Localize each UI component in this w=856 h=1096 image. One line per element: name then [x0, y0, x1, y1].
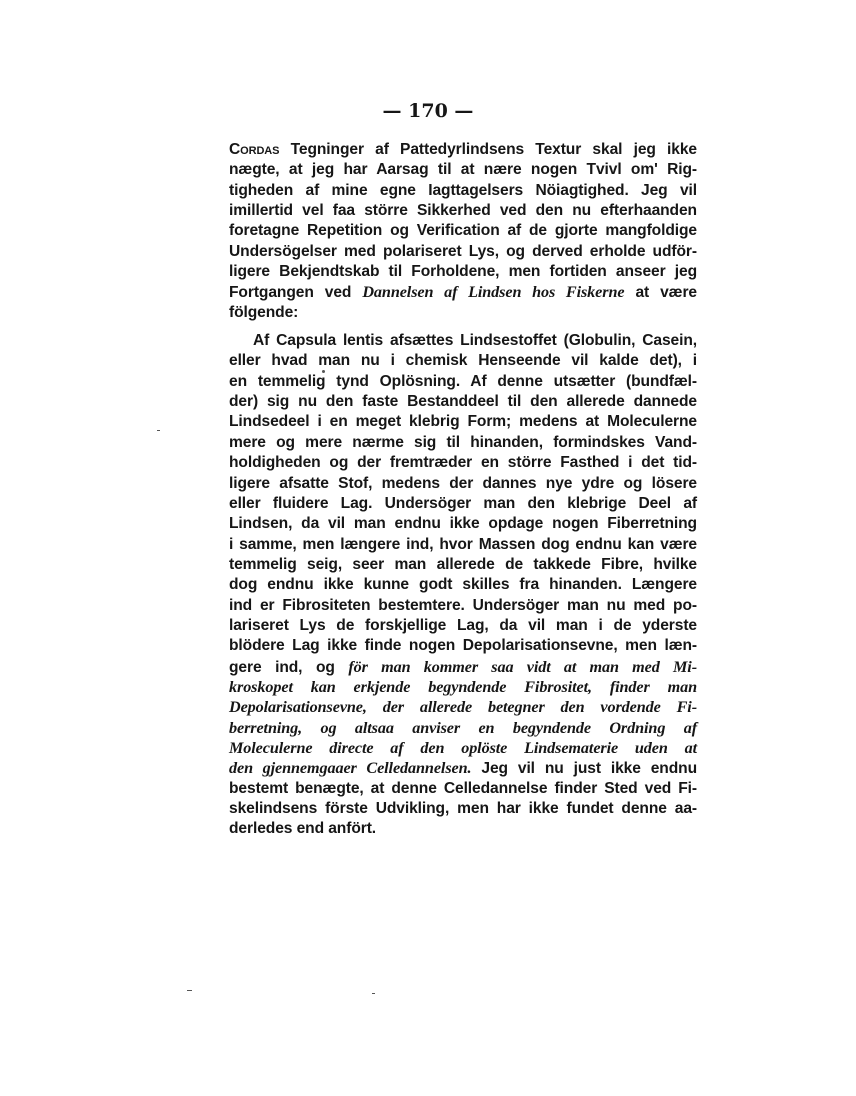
text-run: lariseret Lys de forskjellige Lag, da vil man i de yderste [229, 616, 697, 634]
text-run: Lindsedeel i en meget klebrig Form; medens at Moleculerne [229, 413, 697, 431]
text-line [229, 181, 697, 201]
italic-text: Depolarisationsevne, der allerede betegner den vordende Fi- [229, 698, 697, 717]
page-number: — 170 — [382, 100, 474, 122]
text-line [229, 372, 697, 392]
text-line [229, 282, 697, 302]
text-line [229, 575, 697, 595]
text-line [229, 351, 697, 371]
text-run: ind er Fibrositeten bestemtere. Undersöger man nu med po- [229, 596, 697, 614]
italic-text: för man kommer saa vidt at man med Mi- [348, 657, 697, 676]
text-run: mere og mere nærme sig til hinanden, formindskes Vand- [229, 433, 697, 451]
text-line [229, 412, 697, 432]
text-run: ligere Bekjendtskab til Forholdene, men fortiden anseer jeg [229, 263, 697, 281]
text-line [229, 555, 697, 575]
text-line [229, 494, 697, 514]
italic-text: Dannelsen af Lindsen hos Fiskerne [362, 283, 625, 302]
text-line [229, 140, 697, 160]
stray-mark [157, 430, 160, 431]
text-run: Undersögelser med polariseret Lys, og derved erholde udför- [229, 242, 697, 260]
text-line [229, 392, 697, 412]
text-line [229, 616, 697, 636]
text-line [229, 262, 697, 282]
text-run: Jeg vil nu just ikke endnu [471, 760, 697, 778]
text-run: Tegninger af Pattedyrlindsens Textur skal jeg ikke [279, 141, 697, 158]
text-line [229, 160, 697, 180]
text-run: dog endnu ikke kunne godt skilles fra hinanden. Længere [229, 576, 697, 594]
text-line [229, 819, 697, 839]
text-line [229, 799, 697, 819]
text-line [229, 758, 697, 778]
text-run: tigheden af mine egne Iagttagelsers Nöiagtighed. Jeg vil [229, 181, 697, 199]
text-run: blödere Lag ikke finde nogen Depolarisationsevne, men læn- [229, 637, 697, 655]
italic-text: kroskopet kan erkjende begyndende Fibrositet, finder man [229, 677, 697, 696]
text-line [229, 718, 697, 738]
paragraph-gap [229, 323, 697, 331]
stray-mark [187, 990, 192, 991]
text-run: imillertid vel faa större Sikkerhed ved den nu efterhaanden [229, 202, 697, 220]
text-line [229, 514, 697, 534]
text-line [229, 474, 697, 494]
text-line [229, 331, 697, 351]
text-line [229, 221, 697, 241]
text-line [229, 201, 697, 221]
text-run: en temmelig tynd Oplösning. Af denne utsætter (bundfæl- [229, 372, 697, 390]
text-run: temmelig seig, seer man allerede de takkede Fibre, hvilke [229, 555, 697, 573]
text-run: Af Capsula lentis afsættes Lindsestoffet (Globulin, Casein, [253, 332, 697, 350]
text-run: holdigheden og der fremtræder en större Fasthed i det tid- [229, 454, 697, 472]
text-run: Lindsen, da vil man endnu ikke opdage nogen Fiberretning [229, 515, 697, 533]
text-run: der) sig nu den faste Bestanddeel til den allerede dannede [229, 393, 697, 411]
text-line [229, 453, 697, 473]
text-line [229, 433, 697, 453]
italic-text: berretning, og altsaa anviser en begyndende Ordning af [229, 718, 697, 737]
text-line [229, 242, 697, 262]
text-run: eller fluidere Lag. Undersöger man den klebrige Deel af [229, 494, 697, 512]
text-run: eller hvad man nu i chemisk Henseende vil kalde det), i [229, 352, 697, 370]
text-run: ligere afsatte Stof, medens der dannes nye ydre og lösere [229, 474, 697, 492]
text-run: gere ind, og [229, 658, 349, 676]
text-run: bestemt benægte, at denne Celledannelse finder Sted ved Fi- [229, 779, 697, 797]
paragraph-2 [229, 331, 697, 840]
text-run: skelindsens förste Udvikling, men har ikke fundet denne aa- [229, 800, 697, 817]
text-run: fölgende: [229, 303, 299, 321]
text-line [229, 779, 697, 799]
text-line [229, 738, 697, 758]
italic-text: Moleculerne directe af den oplöste Lindsematerie uden at [229, 738, 697, 757]
text-run: foretagne Repetition og Verification af de gjorte mangfoldige [229, 222, 697, 240]
text-run: nægte, at jeg har Aarsag til at nære nogen Tvivl om' Rig- [229, 161, 697, 179]
stray-mark [322, 370, 325, 373]
text-run: Fortgangen ved [229, 284, 363, 302]
stray-mark [372, 993, 375, 994]
text-run: at være [624, 284, 697, 302]
paragraph-1 [229, 140, 697, 331]
text-line [229, 657, 697, 677]
text-line [229, 636, 697, 656]
text-run: derledes end anfört. [229, 820, 377, 838]
text-line [229, 596, 697, 616]
text-line [229, 677, 697, 697]
text-line [229, 535, 697, 555]
body-text [229, 140, 697, 840]
text-run: i samme, men længere ind, hvor Massen dog endnu kan være [229, 535, 697, 553]
text-line [229, 303, 697, 323]
text-line [229, 697, 697, 717]
italic-text: den gjennemgaaer Celledannelsen. [229, 759, 472, 778]
text-run: Cordas [229, 141, 280, 158]
